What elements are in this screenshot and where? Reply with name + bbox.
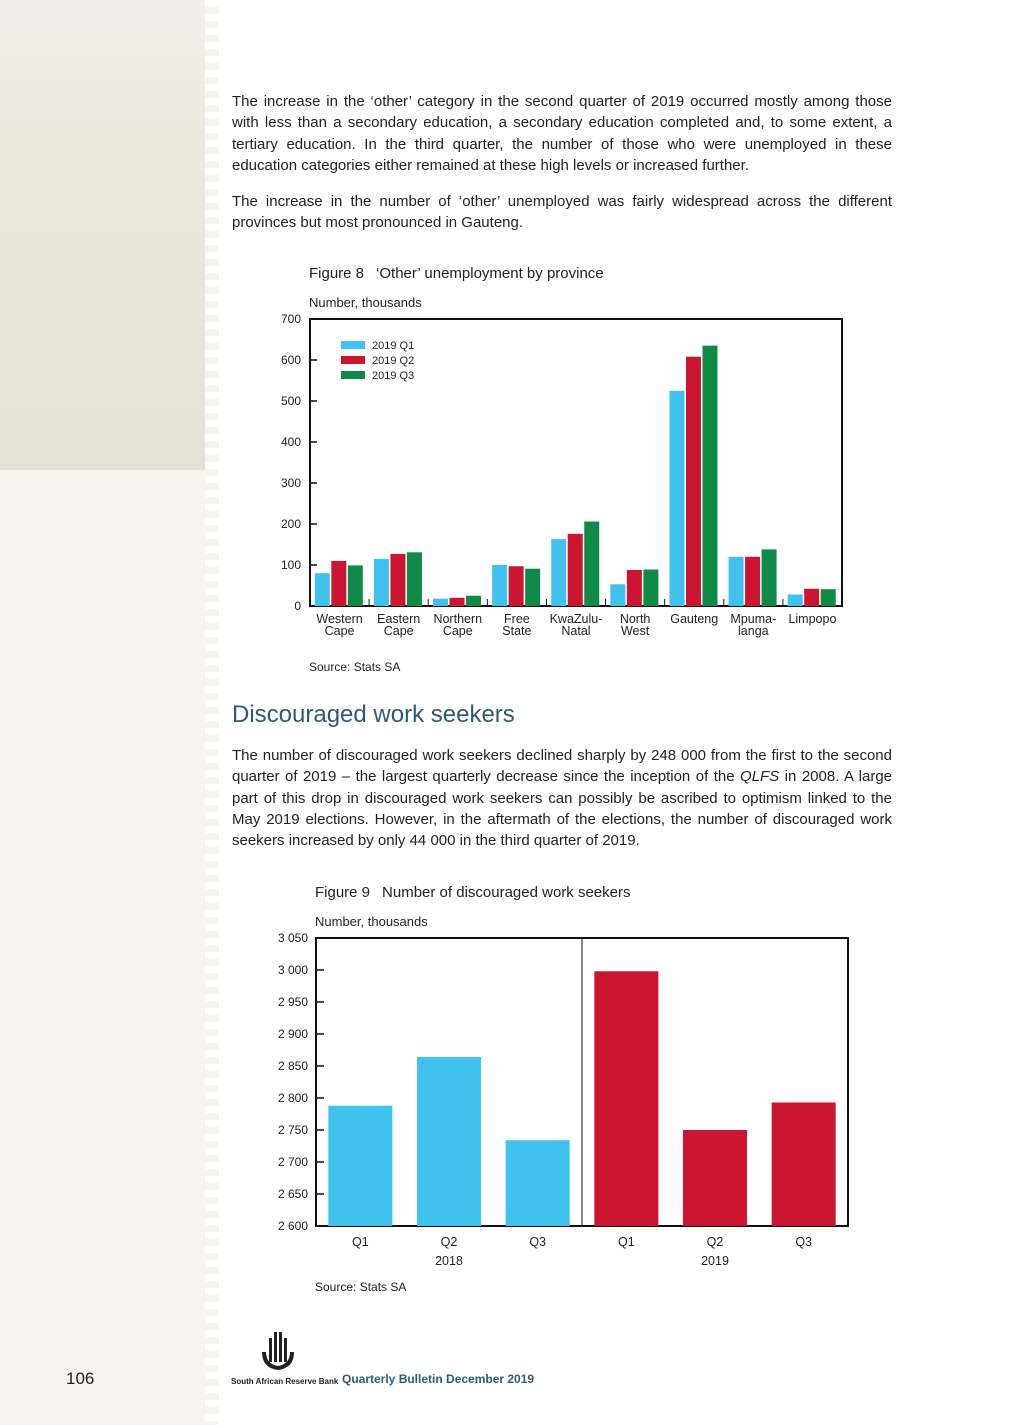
- x-tick-label: Natal: [561, 624, 591, 638]
- bar: [509, 566, 524, 606]
- bar: [390, 554, 405, 606]
- x-tick-label: KwaZulu-: [549, 612, 603, 626]
- x-tick-label: langa: [738, 624, 769, 638]
- y-tick-label: 2 700: [277, 1155, 308, 1169]
- y-tick-label: 2 850: [277, 1059, 308, 1073]
- legend-label: 2019 Q3: [372, 370, 415, 382]
- paragraph-discouraged: [232, 745, 892, 851]
- y-tick-label: 400: [280, 435, 301, 449]
- y-tick-label: 3 050: [277, 931, 308, 945]
- bar: [821, 589, 836, 606]
- page-number: 106: [66, 1369, 95, 1388]
- x-tick-label: Q2: [440, 1235, 458, 1249]
- y-tick-label: 3 000: [277, 963, 308, 977]
- x-tick-label: North: [619, 612, 651, 626]
- y-tick-label: 2 650: [277, 1187, 308, 1201]
- figure8-title-text: ‘Other’ unemployment by province: [376, 265, 604, 282]
- y-tick-label: 2 900: [277, 1027, 308, 1041]
- y-tick-label: 500: [280, 394, 301, 408]
- bar: [433, 599, 448, 606]
- x-tick-label: Eastern: [377, 612, 421, 626]
- section-heading: Discouraged work seekers: [232, 701, 515, 728]
- y-tick-label: 300: [280, 476, 301, 490]
- footer-publication: Quarterly Bulletin December 2019: [342, 1372, 535, 1386]
- x-tick-label: Gauteng: [670, 612, 719, 626]
- legend-swatch: [341, 356, 365, 364]
- y-tick-label: 0: [294, 599, 301, 613]
- x-tick-label: State: [502, 624, 532, 638]
- y-tick-label: 2 950: [277, 995, 308, 1009]
- bar: [594, 971, 658, 1226]
- figure8-unit: Number, thousands: [309, 295, 422, 310]
- bar: [328, 1106, 392, 1226]
- paragraph-discouraged-b: in 2008. A large part of this drop in discouraged work seekers can possibly be ascribed to optimism linked to the May 2019 elections. However, in the aftermath of the elections, the number of discouraged work seekers increased by only 44 000 in the third quarter of 2019.: [232, 768, 892, 850]
- y-tick-label: 700: [280, 312, 301, 326]
- y-tick-label: 2 600: [277, 1219, 308, 1233]
- x-tick-label: Cape: [324, 624, 355, 638]
- bar: [568, 534, 583, 606]
- paragraph-provinces: The increase in the number of ‘other’ unemployed was fairly widespread across the different provinces but most pronounced in Gauteng.: [232, 193, 892, 232]
- bar: [374, 559, 389, 606]
- paragraph-discouraged-qlfs: QLFS: [740, 768, 780, 786]
- bar: [745, 557, 760, 606]
- y-tick-label: 600: [280, 353, 301, 367]
- x-tick-label: Limpopo: [788, 612, 837, 626]
- bar: [450, 598, 465, 606]
- figure9-source: Source: Stats SA: [315, 1280, 407, 1294]
- bar: [610, 584, 625, 606]
- page-margin-edge: [205, 0, 219, 1425]
- page-margin-decoration-top: [0, 0, 212, 470]
- y-tick-label: 200: [280, 517, 301, 531]
- y-tick-label: 100: [280, 558, 301, 572]
- bar: [506, 1140, 570, 1226]
- x-tick-label: Q1: [351, 1235, 369, 1249]
- figure9-title-text: Number of discouraged work seekers: [382, 884, 631, 901]
- bar: [466, 596, 481, 606]
- bar: [702, 346, 717, 606]
- bar: [686, 357, 701, 606]
- figure8-number: Figure 8: [309, 265, 365, 282]
- bar: [772, 1102, 836, 1226]
- paragraph-discouraged-a: The number of discouraged work seekers declined sharply by 248 000 from the first to the second quarter of 2019 – the largest quarterly decrease since the inception of the: [232, 747, 892, 786]
- x-tick-label: Northern: [433, 612, 483, 626]
- x-tick-label: Q3: [529, 1235, 547, 1249]
- bar: [643, 570, 658, 606]
- bar: [762, 549, 777, 606]
- x-tick-label: Cape: [442, 624, 473, 638]
- footer-bank-name: South African Reserve Bank: [231, 1377, 339, 1386]
- x-tick-label: Cape: [383, 624, 414, 638]
- y-tick-label: 2 750: [277, 1123, 308, 1137]
- sarb-logo: [258, 1330, 298, 1374]
- paragraph-other-category: The increase in the ‘other’ category in the second quarter of 2019 occurred mostly among those with less than a secondary education, a secondary education completed and, to some extent, a tertiary education. In the third quarter, the number of those who were unemployed in these education categories either remained at these high levels or increased further.: [232, 93, 892, 174]
- legend-swatch: [341, 371, 365, 379]
- bar: [331, 561, 346, 606]
- x-tick-label: Free: [504, 612, 530, 626]
- figure8-source: Source: Stats SA: [309, 660, 401, 674]
- legend-swatch: [341, 341, 365, 349]
- legend-label: 2019 Q1: [372, 340, 415, 352]
- figure9-title: [315, 884, 630, 901]
- bar: [584, 522, 599, 606]
- year-label: 2019: [701, 1254, 729, 1268]
- bar: [407, 552, 422, 606]
- x-tick-label: Western: [316, 612, 363, 626]
- y-tick-label: 2 800: [277, 1091, 308, 1105]
- x-tick-label: Q2: [706, 1235, 724, 1249]
- bar: [804, 589, 819, 606]
- figure9-unit: Number, thousands: [315, 914, 428, 929]
- bar: [492, 565, 507, 606]
- bar: [315, 573, 330, 606]
- bar: [788, 595, 803, 606]
- bar: [729, 557, 744, 606]
- x-tick-label: Q1: [617, 1235, 635, 1249]
- legend-label: 2019 Q2: [372, 355, 415, 367]
- x-tick-label: West: [620, 624, 650, 638]
- bar: [525, 569, 540, 606]
- x-tick-label: Q3: [795, 1235, 813, 1249]
- bar: [417, 1057, 481, 1226]
- year-label: 2018: [435, 1254, 463, 1268]
- figure8-chart: [260, 310, 860, 650]
- figure9-number: Figure 9: [315, 884, 371, 901]
- bar: [683, 1130, 747, 1226]
- bar: [627, 570, 642, 606]
- bar: [551, 539, 566, 606]
- bar: [669, 391, 684, 606]
- figure9-chart: [260, 928, 860, 1273]
- bar: [348, 565, 363, 606]
- x-tick-label: Mpuma-: [730, 612, 777, 626]
- figure8-title: [309, 265, 604, 282]
